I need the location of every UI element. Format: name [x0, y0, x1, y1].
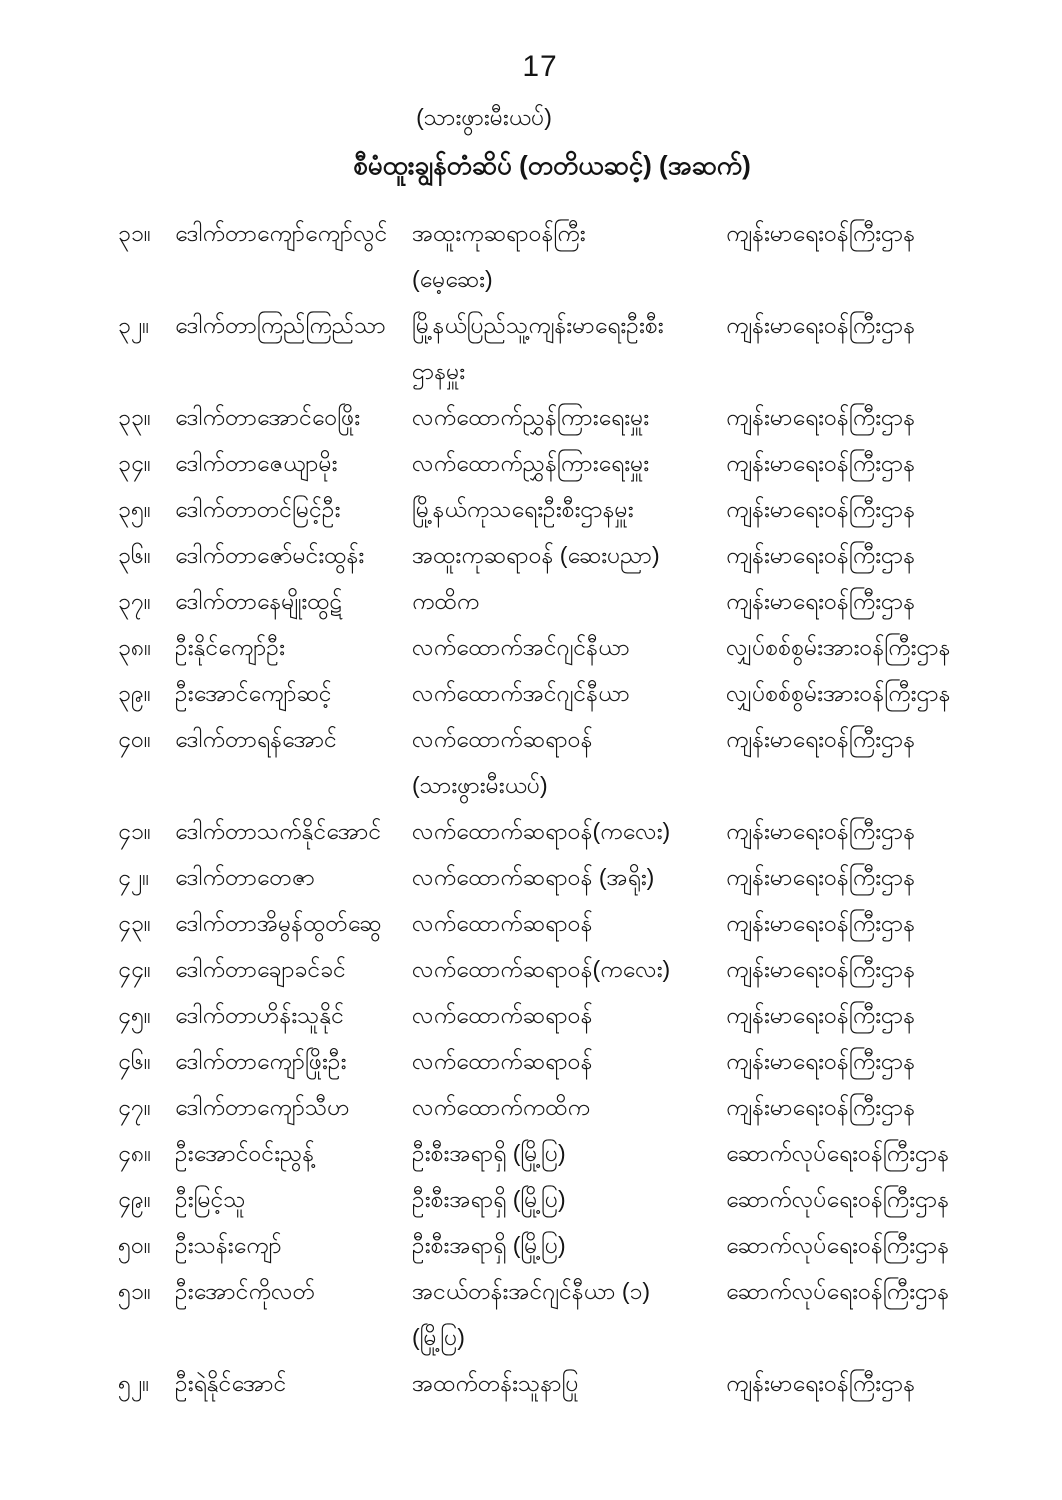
- recipient-ministry: ကျန်းမာရေးဝန်ကြီးဌာန: [726, 496, 916, 522]
- row-number: ၄၀။: [118, 726, 151, 752]
- recipient-position: [412, 210, 726, 302]
- recipient-position: [412, 716, 726, 808]
- recipient-name: ဒေါက်တာရန်အောင်: [175, 726, 337, 752]
- recipient-position: [412, 1176, 726, 1222]
- recipient-name: ဦးအောင်ကျော်ဆင့်: [175, 680, 332, 706]
- table-row: [118, 670, 1032, 716]
- recipient-name: ဒေါက်တာဇေယျာမိုး: [175, 450, 338, 476]
- table-row: [118, 1130, 1032, 1176]
- recipient-position: [412, 1084, 726, 1130]
- row-number: ၃၄။: [118, 450, 151, 476]
- recipient-position: [412, 1268, 726, 1360]
- position-line: လက်ထောက်ဆရာဝန်: [412, 910, 593, 936]
- table-row: [118, 1176, 1032, 1222]
- recipient-position: [412, 394, 726, 440]
- recipient-ministry: ကျန်းမာရေးဝန်ကြီးဌာန: [726, 1370, 916, 1396]
- table-row: [118, 302, 1032, 394]
- table-row: [118, 394, 1032, 440]
- page-title: စီမံထူးချွန်တံဆိပ် (တတိယဆင့်) (အဆက်): [353, 150, 751, 180]
- position-line: ဦးစီးအရာရှိ (မြို့ပြ): [412, 1232, 566, 1258]
- recipient-ministry: ကျန်းမာရေးဝန်ကြီးဌာန: [726, 910, 916, 936]
- position-line: အထူးကုဆရာဝန် (ဆေးပညာ): [412, 542, 660, 568]
- recipient-position: [412, 1130, 726, 1176]
- recipient-position: [412, 302, 726, 394]
- table-row: [118, 946, 1032, 992]
- recipient-name: ဦးရဲနိုင်အောင်: [175, 1370, 287, 1396]
- table-row: [118, 1268, 1032, 1360]
- recipient-ministry: ကျန်းမာရေးဝန်ကြီးဌာန: [726, 220, 916, 246]
- position-line: လက်ထောက်ဆရာဝန်: [412, 1002, 593, 1028]
- position-line: ဦးစီးအရာရှိ (မြို့ပြ): [412, 1140, 566, 1166]
- row-number: ၄၆။: [118, 1048, 151, 1074]
- recipient-name: ဦးအောင်ဝင်းညွန့်: [175, 1140, 315, 1166]
- position-line: (သားဖွားမီးယပ်): [412, 772, 548, 798]
- award-recipient-list: [118, 210, 1032, 1406]
- recipient-name: ဒေါက်တာအိမွန်ထွတ်ဆွေ: [175, 910, 382, 936]
- recipient-ministry: ကျန်းမာရေးဝန်ကြီးဌာန: [726, 1094, 916, 1120]
- recipient-ministry: လျှပ်စစ်စွမ်းအားဝန်ကြီးဌာန: [726, 634, 951, 660]
- position-line: လက်ထောက်ဆရာဝန်: [412, 1048, 593, 1074]
- row-number: ၄၄။: [118, 956, 151, 982]
- recipient-name: ဒေါက်တာကျော်ကျော်လွင်: [175, 220, 388, 246]
- table-row: [118, 210, 1032, 302]
- row-number: ၃၇။: [118, 588, 151, 614]
- table-row: [118, 1222, 1032, 1268]
- table-row: [118, 578, 1032, 624]
- position-line: မြို့နယ်ပြည်သူ့ကျန်းမာရေးဦးစီး: [412, 312, 664, 338]
- recipient-name: ဒေါက်တာတေဇာ: [175, 864, 315, 890]
- recipient-name: ဒေါက်တာအောင်ဝေဖြိုး: [175, 404, 361, 430]
- recipient-name: ဦးနိုင်ကျော်ဦး: [175, 634, 285, 660]
- recipient-position: [412, 900, 726, 946]
- recipient-ministry: ကျန်းမာရေးဝန်ကြီးဌာန: [726, 312, 916, 338]
- table-row: [118, 486, 1032, 532]
- recipient-name: ဒေါက်တာတင်မြင့်ဦး: [175, 496, 341, 522]
- recipient-position: [412, 624, 726, 670]
- position-line: လက်ထောက်ဆရာဝန် (အရိုး): [412, 864, 655, 890]
- recipient-ministry: ဆောက်လုပ်ရေးဝန်ကြီးဌာန: [726, 1186, 950, 1212]
- table-row: [118, 808, 1032, 854]
- position-line: လက်ထောက်ညွှန်ကြားရေးမှူး: [412, 404, 650, 430]
- recipient-position: [412, 1038, 726, 1084]
- position-line: လက်ထောက်အင်ဂျင်နီယာ: [412, 634, 630, 660]
- recipient-position: [412, 670, 726, 716]
- recipient-position: [412, 946, 726, 992]
- recipient-position: [412, 808, 726, 854]
- position-line: လက်ထောက်ဆရာဝန်(ကလေး): [412, 818, 671, 844]
- position-line: လက်ထောက်ဆရာဝန်: [412, 726, 593, 752]
- recipient-position: [412, 992, 726, 1038]
- recipient-ministry: ဆောက်လုပ်ရေးဝန်ကြီးဌာန: [726, 1232, 950, 1258]
- row-number: ၅၂။: [118, 1370, 150, 1396]
- recipient-ministry: ကျန်းမာရေးဝန်ကြီးဌာန: [726, 450, 916, 476]
- table-row: [118, 1084, 1032, 1130]
- row-number: ၃၈။: [118, 634, 152, 660]
- recipient-name: ဒေါက်တာကျော်သီဟ: [175, 1094, 350, 1120]
- position-line: လက်ထောက်ဆရာဝန်(ကလေး): [412, 956, 671, 982]
- recipient-name: ဒေါက်တာကျော်ဖြိုးဦး: [175, 1048, 347, 1074]
- row-number: ၄၉။: [118, 1186, 151, 1212]
- position-line: (မေ့ဆေး): [412, 266, 493, 292]
- recipient-ministry: ကျန်းမာရေးဝန်ကြီးဌာန: [726, 818, 916, 844]
- recipient-position: [412, 532, 726, 578]
- page-number: 17: [522, 50, 558, 83]
- position-line: လက်ထောက်ကထိက: [412, 1094, 591, 1120]
- position-line: ဌာနမှူး: [412, 358, 466, 384]
- row-number: ၃၅။: [118, 496, 151, 522]
- row-number: ၄၃။: [118, 910, 151, 936]
- table-row: [118, 1360, 1032, 1406]
- recipient-ministry: ကျန်းမာရေးဝန်ကြီးဌာန: [726, 542, 916, 568]
- position-line: လက်ထောက်ညွှန်ကြားရေးမှူး: [412, 450, 650, 476]
- recipient-name: ဒေါက်တာသက်နိုင်အောင်: [175, 818, 382, 844]
- recipient-position: [412, 440, 726, 486]
- table-row: [118, 854, 1032, 900]
- recipient-ministry: ဆောက်လုပ်ရေးဝန်ကြီးဌာန: [726, 1278, 950, 1304]
- recipient-ministry: ကျန်းမာရေးဝန်ကြီးဌာန: [726, 404, 916, 430]
- table-row: [118, 716, 1032, 808]
- row-number: ၄၇။: [118, 1094, 151, 1120]
- position-line: ကထိက: [412, 588, 480, 614]
- recipient-name: ဦးသန်းကျော်: [175, 1232, 282, 1258]
- recipient-ministry: ကျန်းမာရေးဝန်ကြီးဌာန: [726, 956, 916, 982]
- position-line: အထက်တန်းသူနာပြု: [412, 1370, 579, 1396]
- recipient-ministry: ကျန်းမာရေးဝန်ကြီးဌာန: [726, 588, 916, 614]
- position-line: မြို့နယ်ကုသရေးဦးစီးဌာနမှူး: [412, 496, 634, 522]
- position-line: လက်ထောက်အင်ဂျင်နီယာ: [412, 680, 630, 706]
- recipient-ministry: ကျန်းမာရေးဝန်ကြီးဌာန: [726, 1048, 916, 1074]
- row-number: ၄၂။: [118, 864, 150, 890]
- recipient-name: ဒေါက်တာချောခင်ခင်: [175, 956, 346, 982]
- row-number: ၅၁။: [118, 1278, 151, 1304]
- row-number: ၃၆။: [118, 542, 151, 568]
- recipient-position: [412, 578, 726, 624]
- recipient-name: ဒေါက်တာကြည်ကြည်သာ: [175, 312, 386, 338]
- recipient-ministry: လျှပ်စစ်စွမ်းအားဝန်ကြီးဌာန: [726, 680, 951, 706]
- recipient-name: ဦးအောင်ကိုလတ်: [175, 1278, 315, 1304]
- recipient-ministry: ကျန်းမာရေးဝန်ကြီးဌာန: [726, 1002, 916, 1028]
- row-number: ၄၅။: [118, 1002, 151, 1028]
- position-line: ဦးစီးအရာရှိ (မြို့ပြ): [412, 1186, 566, 1212]
- table-row: [118, 1038, 1032, 1084]
- recipient-ministry: ဆောက်လုပ်ရေးဝန်ကြီးဌာန: [726, 1140, 950, 1166]
- table-row: [118, 624, 1032, 670]
- row-number: ၃၃။: [118, 404, 151, 430]
- recipient-position: [412, 1360, 726, 1406]
- row-number: ၃၂။: [118, 312, 150, 338]
- recipient-position: [412, 1222, 726, 1268]
- position-line: အငယ်တန်းအင်ဂျင်နီယာ (၁): [412, 1278, 651, 1304]
- row-number: ၅၀။: [118, 1232, 151, 1258]
- recipient-position: [412, 854, 726, 900]
- table-row: [118, 992, 1032, 1038]
- row-number: ၄၈။: [118, 1140, 152, 1166]
- recipient-name: ဒေါက်တာနေမျိုးထွဋ်: [175, 588, 343, 614]
- recipient-position: [412, 486, 726, 532]
- recipient-ministry: ကျန်းမာရေးဝန်ကြီးဌာန: [726, 864, 916, 890]
- section-continuation-label: (သားဖွားမီးယပ်): [416, 104, 552, 130]
- table-row: [118, 532, 1032, 578]
- table-row: [118, 900, 1032, 946]
- recipient-name: ဒေါက်တာဟိန်းသူနိုင်: [175, 1002, 345, 1028]
- recipient-name: ဦးမြင့်သူ: [175, 1186, 246, 1212]
- table-row: [118, 440, 1032, 486]
- row-number: ၃၉။: [118, 680, 151, 706]
- position-line: (မြို့ပြ): [412, 1324, 465, 1350]
- recipient-name: ဒေါက်တာဇော်မင်းထွန်း: [175, 542, 365, 568]
- row-number: ၃၁။: [118, 220, 151, 246]
- row-number: ၄၁။: [118, 818, 151, 844]
- recipient-ministry: ကျန်းမာရေးဝန်ကြီးဌာန: [726, 726, 916, 752]
- position-line: အထူးကုဆရာဝန်ကြီး: [412, 220, 586, 246]
